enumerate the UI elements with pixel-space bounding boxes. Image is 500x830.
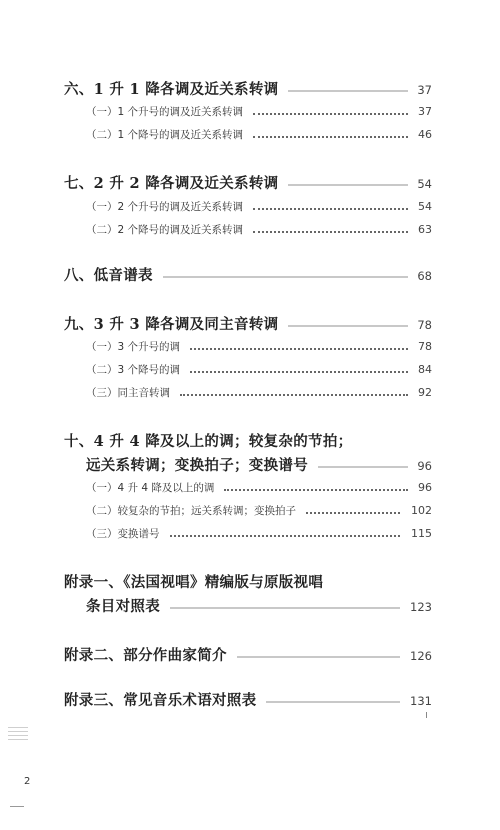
toc-section-entry — [0, 219, 500, 241]
toc-entry-page: 92 — [418, 386, 432, 399]
toc-leader-line — [224, 489, 408, 491]
toc-entry-page: 54 — [418, 200, 432, 213]
toc-entry-page: 96 — [417, 459, 432, 473]
toc-entry-page: 115 — [411, 527, 432, 540]
toc-entry-page: 84 — [418, 363, 432, 376]
toc-leader-line — [253, 136, 408, 138]
toc-entry-title: （二）3 个降号的调 — [86, 364, 181, 376]
toc-section-entry — [0, 359, 500, 381]
page-number: 2 — [24, 776, 31, 787]
toc-entry-title: 六、1 升 1 降各调及近关系转调 — [64, 81, 279, 98]
toc-section-entry — [0, 523, 500, 545]
toc-entry-title: 八、低音谱表 — [64, 267, 153, 284]
toc-entry-page: 46 — [418, 128, 432, 141]
toc-chapter-entry — [0, 690, 500, 712]
margin-tick — [426, 712, 427, 718]
toc-entry-page: 68 — [417, 269, 432, 283]
toc-entry-page: 102 — [411, 504, 432, 517]
toc-entry-title: （三）变换谱号 — [86, 528, 160, 540]
toc-entry-page: 131 — [410, 694, 432, 708]
toc-chapter-entry — [0, 455, 500, 477]
toc-section-entry — [0, 500, 500, 522]
toc-entry-title: 条目对照表 — [86, 598, 160, 615]
toc-entry-page: 78 — [418, 340, 432, 353]
toc-chapter-entry — [0, 596, 500, 618]
toc-entry-title: （二）较复杂的节拍；远关系转调；变换拍子 — [86, 505, 296, 517]
toc-chapter-entry — [0, 645, 500, 667]
toc-entry-title: （一）2 个升号的调及近关系转调 — [86, 201, 244, 213]
toc-section-entry — [0, 382, 500, 404]
toc-leader-line — [190, 348, 408, 350]
toc-section-entry — [0, 101, 500, 123]
toc-leader-line — [180, 394, 408, 396]
toc-leader-line — [266, 701, 400, 703]
toc-entry-title: （一）3 个升号的调 — [86, 341, 181, 353]
toc-entry-page: 126 — [410, 649, 432, 663]
toc-leader-line — [170, 607, 400, 609]
toc-entry-title: 七、2 升 2 降各调及近关系转调 — [64, 175, 279, 192]
toc-section-entry — [0, 477, 500, 499]
toc-leader-line — [288, 184, 408, 186]
toc-entry-title: （一）1 个升号的调及近关系转调 — [86, 106, 244, 118]
toc-entry-title: 附录二、部分作曲家简介 — [64, 647, 227, 664]
toc-entry-title: （二）2 个降号的调及近关系转调 — [86, 224, 244, 236]
toc-leader-line — [253, 113, 408, 115]
toc-entry-page: 37 — [417, 83, 432, 97]
toc-entry-page: 54 — [417, 177, 432, 191]
toc-chapter-entry — [0, 79, 500, 101]
toc-entry-title: 附录三、常见音乐术语对照表 — [64, 692, 257, 709]
toc-leader-line — [306, 512, 400, 514]
toc-entry-page: 37 — [418, 105, 432, 118]
toc-leader-line — [318, 466, 408, 468]
toc-chapter-entry — [0, 572, 500, 594]
toc-leader-line — [163, 276, 408, 278]
toc-chapter-entry — [0, 265, 500, 287]
toc-chapter-entry — [0, 173, 500, 195]
toc-leader-line — [170, 535, 401, 537]
toc-section-entry — [0, 196, 500, 218]
toc-leader-line — [253, 231, 408, 233]
toc-entry-page: 123 — [410, 600, 432, 614]
toc-entry-title: （三）同主音转调 — [86, 387, 170, 399]
toc-chapter-entry — [0, 314, 500, 336]
toc-leader-line — [190, 371, 408, 373]
footer-rule — [10, 806, 24, 807]
toc-section-entry — [0, 124, 500, 146]
toc-leader-line — [253, 208, 408, 210]
toc-entry-title: 九、3 升 3 降各调及同主音转调 — [64, 316, 279, 333]
toc-leader-line — [288, 325, 408, 327]
toc-leader-line — [288, 90, 408, 92]
toc-entry-title: 附录一、《法国视唱》精编版与原版视唱 — [64, 574, 324, 591]
toc-entry-title: （二）1 个降号的调及近关系转调 — [86, 129, 244, 141]
toc-chapter-entry — [0, 431, 500, 453]
toc-section-entry — [0, 336, 500, 358]
toc-entry-title: 十、4 升 4 降及以上的调；较复杂的节拍； — [64, 433, 353, 450]
toc-entry-page: 96 — [418, 481, 432, 494]
toc-leader-line — [237, 656, 400, 658]
toc-entry-page: 63 — [418, 223, 432, 236]
toc-entry-page: 78 — [417, 318, 432, 332]
margin-decoration — [8, 727, 28, 743]
toc-entry-title: （一）4 升 4 降及以上的调 — [86, 482, 215, 494]
toc-entry-title: 远关系转调；变换拍子；变换谱号 — [86, 457, 308, 474]
